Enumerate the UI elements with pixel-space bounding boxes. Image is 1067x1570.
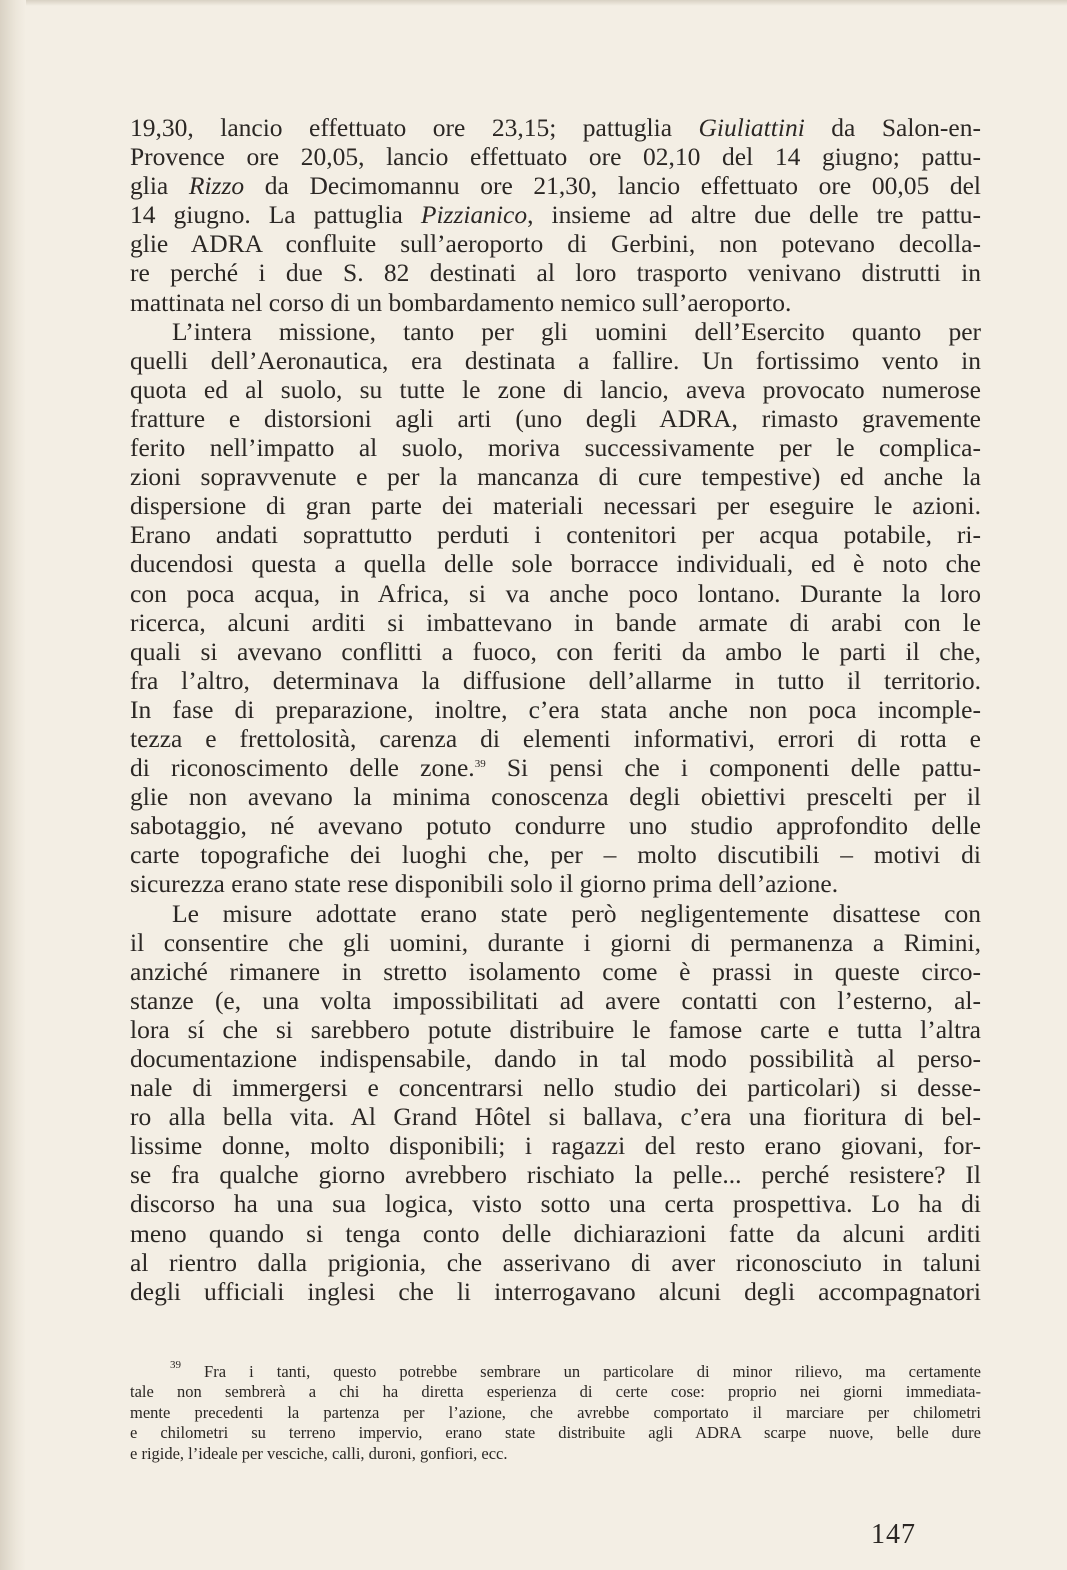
footnote-line: $^{39}$ Fra i tanti, questo potrebbe sembrare un particolare di minor rilievo, ma certamente: [170, 1359, 981, 1381]
text-line: In fase di preparazione, inoltre, c’era stata anche non poca incomple-: [130, 694, 981, 724]
text-line: 14 giugno. La pattuglia Pizzianico, insieme ad altre due delle tre pattu-: [130, 200, 981, 230]
text-line: carte topografiche dei luoghi che, per – molto discutibili – motivi di: [130, 840, 981, 870]
text-line: quota ed al suolo, su tutte le zone di lancio, aveva provocato numerose: [130, 374, 981, 404]
text-line: L’intera missione, tanto per gli uomini dell’Esercito quanto per: [172, 316, 981, 346]
text-line: 19,30, lancio effettuato ore 23,15; pattuglia Giuliattini da Salon-en-: [130, 113, 981, 142]
footnote-line: mente precedenti la partenza per l’azione, che avrebbe comportato il marciare per chilometri: [130, 1402, 981, 1422]
text-line: zioni sopravvenute e per la mancanza di cure tempestive) ed anche la: [130, 462, 981, 492]
page-binding-edge: [0, 0, 26, 1570]
text-line: anziché rimanere in stretto isolamento come è prassi in queste circo-: [130, 956, 981, 986]
page-number: 147: [871, 1519, 916, 1550]
text-line: stanze (e, una volta impossibilitati ad avere contatti con l’esterno, al-: [130, 985, 981, 1015]
text-line: Provence ore 20,05, lancio effettuato ore 02,10 del 14 giugno; pattu-: [130, 142, 981, 172]
text-line: sicurezza erano state rese disponibili solo il giorno prima dell’azione.: [130, 869, 839, 899]
text-line: se fra qualche giorno avrebbero rischiato la pelle... perché resistere? Il: [130, 1160, 981, 1190]
text-line: ricerca, alcuni arditi si imbattevano in bande armate di arabi con le: [130, 607, 981, 637]
page-top-shadow: [0, 0, 1067, 6]
text-line: ferito nell’impatto al suolo, moriva successivamente per le complica-: [130, 433, 981, 463]
text-line: discorso ha una sua logica, visto sotto una certa prospettiva. Lo ha di: [130, 1189, 981, 1219]
text-line: quelli dell’Aeronautica, era destinata a fallire. Un fortissimo vento in: [130, 345, 981, 375]
text-line: tezza e frettolosità, carenza di elementi informativi, errori di rotta e: [130, 723, 981, 753]
text-line: fra l’altro, determinava la diffusione dell’allarme in tutto il territorio.: [130, 665, 981, 695]
footnote-line: e chilometri su terreno impervio, erano state distribuite agli ADRA scarpe nuove, belle dure: [130, 1423, 981, 1443]
text-line: sabotaggio, né avevano potuto condurre uno studio approfondito delle: [130, 811, 981, 841]
text-line: nale di immergersi e concentrarsi nello studio dei particolari) si desse-: [130, 1073, 981, 1103]
main-text: [130, 113, 981, 1306]
text-line: con poca acqua, in Africa, si va anche poco lontano. Durante la loro: [130, 578, 981, 608]
footnote-line: e rigide, l’ideale per vesciche, calli, duroni, gonfiori, ecc.: [130, 1443, 508, 1463]
text-line: fratture e distorsioni agli arti (uno degli ADRA, rimasto gravemente: [130, 403, 981, 433]
text-line: re perché i due S. 82 destinati al loro trasporto venivano distrutti in: [130, 258, 981, 288]
text-line: Le misure adottate erano state però negligentemente disattese con: [172, 898, 981, 928]
text-line: ducendosi questa a quella delle sole borracce individuali, ed è noto che: [130, 549, 981, 579]
text-line: il consentire che gli uomini, durante i giorni di permanenza a Rimini,: [130, 927, 981, 957]
text-line: glie ADRA confluite sull’aeroporto di Gerbini, non potevano decolla-: [130, 229, 981, 259]
footnote: [130, 1359, 981, 1464]
text-line: degli ufficiali inglesi che li interrogavano alcuni degli accompagnatori: [130, 1276, 981, 1306]
text-line: glie non avevano la minima conoscenza degli obiettivi prescelti per il: [130, 782, 981, 812]
text-line: lora sí che si sarebbero potute distribuire le famose carte e tutta l’altra: [130, 1014, 981, 1044]
text-line: ro alla bella vita. Al Grand Hôtel si ballava, c’era una fioritura di bel-: [130, 1102, 981, 1132]
text-line: mattinata nel corso di un bombardamento nemico sull’aeroporto.: [130, 287, 792, 317]
text-line: meno quando si tenga conto delle dichiarazioni fatte da alcuni arditi: [130, 1218, 981, 1248]
text-line: documentazione indispensabile, dando in tal modo possibilità al perso-: [130, 1044, 981, 1073]
footnote-line: tale non sembrerà a chi ha diretta esperienza di certe cose: proprio nei giorni immediata-: [130, 1382, 981, 1402]
text-line: dispersione di gran parte dei materiali necessari per eseguire le azioni.: [130, 491, 981, 521]
text-line: glia Rizzo da Decimomannu ore 21,30, lancio effettuato ore 00,05 del: [130, 171, 981, 201]
text-line: lissime donne, molto disponibili; i ragazzi del resto erano giovani, for-: [130, 1131, 981, 1161]
text-line: di riconoscimento delle zone.$^{39}$ Si pensi che i componenti delle pattu-: [130, 753, 981, 783]
text-line: Erano andati soprattutto perduti i contenitori per acqua potabile, ri-: [130, 520, 981, 550]
text-line: al rientro dalla prigionia, che asserivano di aver riconosciuto in taluni: [130, 1247, 981, 1277]
text-line: quali si avevano conflitti a fuoco, con feriti da ambo le parti il che,: [130, 636, 981, 666]
